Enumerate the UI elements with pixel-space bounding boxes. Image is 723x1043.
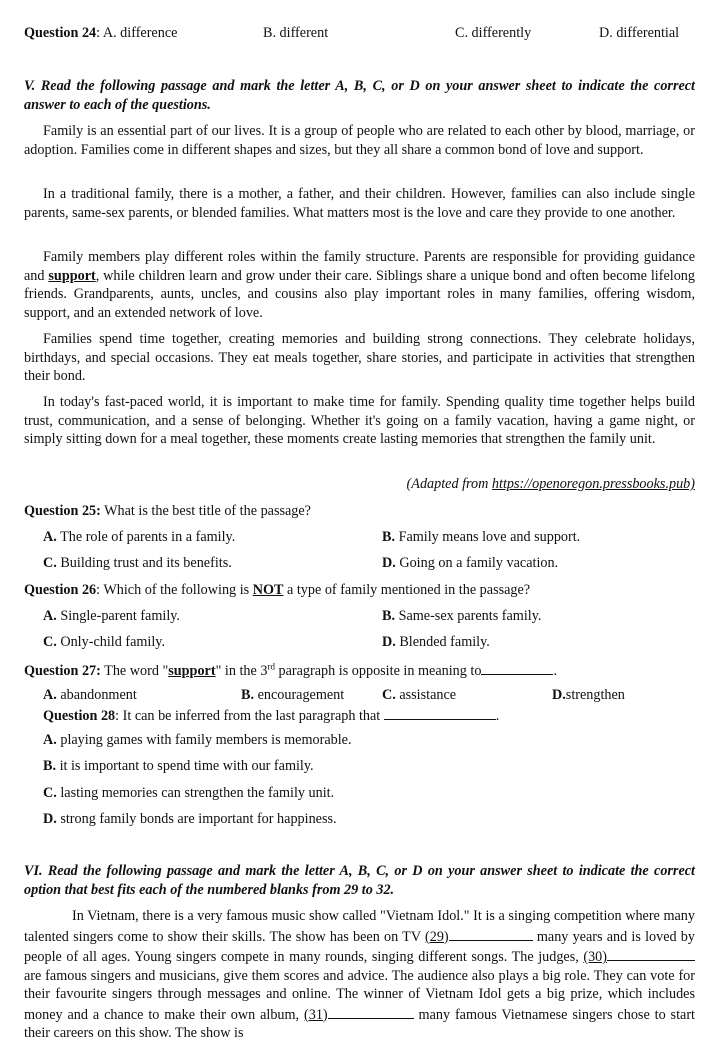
option-text: The role of parents in a family.: [56, 529, 236, 545]
option-letter: B.: [382, 529, 396, 545]
question-25-text: What is the best title of the passage?: [100, 503, 311, 519]
question-26-label: Question 26: [24, 582, 97, 598]
option-text: strengthen: [565, 687, 625, 703]
question-25-option-b[interactable]: [382, 528, 580, 547]
option-letter: C.: [43, 634, 57, 650]
passage-paragraph-5: In today's fast-paced world, it is important to make time for family. Spending quality time together helps build trust, communication, and a sense of belonging. Whether it's going on a family vacation, having a game night, or simply sitting down for a meal together, these moments create lasting memories that strengthen the family unit.: [24, 394, 695, 447]
answer-blank[interactable]: [384, 705, 496, 720]
option-text: Building trust and its benefits.: [56, 555, 232, 571]
option-text: encouragement: [254, 687, 345, 703]
question-24-option-d: D. differential: [599, 25, 680, 41]
option-letter: D.: [382, 634, 396, 650]
option-text: Blended family.: [395, 634, 490, 650]
question-26-options-row-2: [24, 633, 695, 652]
question-24-option-a: [24, 24, 177, 43]
paragraph-3-part-2: , while children learn and grow under their care. Siblings share a unique bond and often become lifelong friends. Grandparents, aunts, uncles, and cousins also play important roles in many families, offering wisdom, support, and an extended network of love.: [24, 267, 695, 321]
option-letter: D.: [43, 811, 57, 827]
question-27-label: Question 27:: [24, 663, 101, 679]
question-28-label: Question 28: [43, 708, 116, 724]
option-text: lasting memories can strengthen the family unit.: [56, 785, 335, 801]
passage-6-text-4: many famous Vietnamese singers chose to start their careers on this show. The show is: [24, 1006, 695, 1041]
question-24-a-text: : A. difference: [96, 25, 178, 41]
option-letter: B.: [43, 758, 57, 774]
option-letter: B.: [241, 687, 255, 703]
question-24-row: [24, 24, 695, 44]
question-24-option-c: C. differently: [455, 25, 532, 41]
option-text: Only-child family.: [56, 634, 166, 650]
question-27-stem: Question 27: The word "support" in the 3rd paragraph is opposite in meaning to .: [24, 661, 557, 679]
question-28-option-b[interactable]: [43, 757, 714, 776]
underlined-word-support: support: [168, 663, 216, 679]
option-letter: A.: [43, 732, 57, 748]
question-25-label: Question 25:: [24, 503, 101, 519]
question-25-stem: [24, 502, 695, 521]
option-text: Single-parent family.: [56, 608, 180, 624]
option-text: assistance: [395, 687, 457, 703]
question-26-stem: [24, 581, 695, 600]
option-text: playing games with family members is memorable.: [56, 732, 352, 748]
question-27-text-3: paragraph is opposite in meaning to: [274, 663, 482, 679]
blank-31[interactable]: [328, 1004, 414, 1019]
blank-30-label: (30): [583, 949, 607, 965]
question-26-option-c[interactable]: [43, 633, 165, 652]
question-25-options-row-1: [24, 528, 695, 547]
option-text: Family means love and support.: [395, 529, 581, 545]
option-text: abandonment: [56, 687, 137, 703]
question-28-option-d[interactable]: [43, 810, 714, 829]
question-28-option-a[interactable]: [43, 731, 714, 750]
question-26-option-d[interactable]: [382, 633, 490, 652]
passage-6-text-3: are famous singers and musicians, give them scores and advice. The audience also plays a big role. They can vote for their favourite singers through messages and online. The winner of Vietnam Idol gets a big prize, which includes money and a chance to make their own album,: [24, 967, 695, 1023]
passage-paragraph-4: Families spend time together, creating memories and building strong connections. They celebrate holidays, birthdays, and special occasions. They eat meals together, share stories, and participate in activities that strengthen their bond.: [24, 331, 695, 384]
question-27-text-1: The word ": [100, 663, 169, 679]
option-letter: C.: [43, 555, 57, 571]
section-6-heading: VI. Read the following passage and mark the letter A, B, C, or D on your answer sheet to indicate the correct option that best fits each of the numbered blanks from 29 to 32.: [24, 863, 695, 898]
source-link[interactable]: https://openoregon.pressbooks.pub): [491, 476, 695, 492]
paragraph-3-part-1: Family members play different roles within the family structure. Parents are responsible for providing guidance and: [24, 249, 695, 284]
question-27-option-d[interactable]: [552, 686, 625, 705]
option-text: it is important to spend time with our family.: [56, 758, 314, 774]
option-letter: A.: [43, 687, 57, 703]
option-text: strong family bonds are important for happiness.: [56, 811, 337, 827]
blank-30[interactable]: [607, 946, 695, 961]
passage-6-paragraph: [24, 907, 695, 1043]
question-25-option-a[interactable]: [43, 528, 235, 547]
question-27-option-a[interactable]: [43, 686, 137, 705]
option-letter: A.: [43, 608, 57, 624]
question-26-option-b[interactable]: [382, 607, 541, 626]
question-24-label: Question 24: [24, 25, 97, 41]
section-5-heading: V. Read the following passage and mark the letter A, B, C, or D on your answer sheet to indicate the correct answer to each of the questions.: [24, 78, 695, 113]
question-25-option-c[interactable]: [43, 554, 232, 573]
blank-29[interactable]: [449, 926, 533, 941]
ordinal-superscript: rd: [267, 661, 275, 672]
question-28-stem: Question 28: It can be inferred from the last paragraph that .: [43, 705, 714, 726]
question-26-text-2: a type of family mentioned in the passage?: [283, 582, 531, 598]
question-26-option-a[interactable]: [43, 607, 180, 626]
question-26-options-row-1: [24, 607, 695, 626]
blank-29-label: (29): [425, 928, 449, 945]
question-28-text: : It can be inferred from the last paragraph that: [115, 708, 381, 724]
question-26-text-1: : Which of the following is: [96, 582, 253, 598]
option-letter: D.: [552, 687, 566, 703]
option-text: Same-sex parents family.: [395, 608, 542, 624]
question-27-options-row: [24, 686, 695, 705]
option-letter: D.: [382, 555, 396, 571]
underlined-word-support: support: [48, 267, 96, 284]
passage-paragraph-3: [24, 248, 695, 322]
question-25-option-d[interactable]: [382, 554, 558, 573]
option-letter: A.: [43, 529, 57, 545]
passage-6-text-1: In Vietnam, there is a very famous music show called "Vietnam Idol." It is a singing competition where many talented singers come to show their skills. The show has been on TV: [24, 908, 695, 945]
passage-paragraph-1: Family is an essential part of our lives. It is a group of people who are related to each other by blood, marriage, or adoption. Families come in different shapes and sizes, but they all share a common bond of love and support.: [24, 123, 695, 158]
question-25-options-row-2: [24, 554, 695, 573]
passage-source: [24, 475, 695, 494]
question-27-option-b[interactable]: [241, 686, 344, 705]
underlined-word-not: NOT: [252, 582, 284, 598]
passage-6-text-2: many years and is loved by people of all ages. Young singers compete in many rounds, singing different songs. The judges,: [24, 928, 695, 965]
option-text: Going on a family vacation.: [395, 555, 559, 571]
option-letter: B.: [382, 608, 396, 624]
answer-blank[interactable]: [481, 660, 553, 675]
option-letter: C.: [382, 687, 396, 703]
passage-paragraph-2: In a traditional family, there is a mother, a father, and their children. However, families can also include single parents, same-sex parents, or blended families. What matters most is the love and care they provide to one another.: [24, 186, 695, 221]
blank-31-label: (31): [304, 1006, 328, 1023]
source-prefix: (Adapted from: [406, 476, 492, 492]
question-24-option-b: B. different: [263, 25, 329, 41]
question-28-option-c[interactable]: [43, 784, 714, 803]
question-27-text-2: " in the 3: [215, 663, 268, 679]
option-letter: C.: [43, 785, 57, 801]
question-27-option-c[interactable]: [382, 686, 456, 705]
